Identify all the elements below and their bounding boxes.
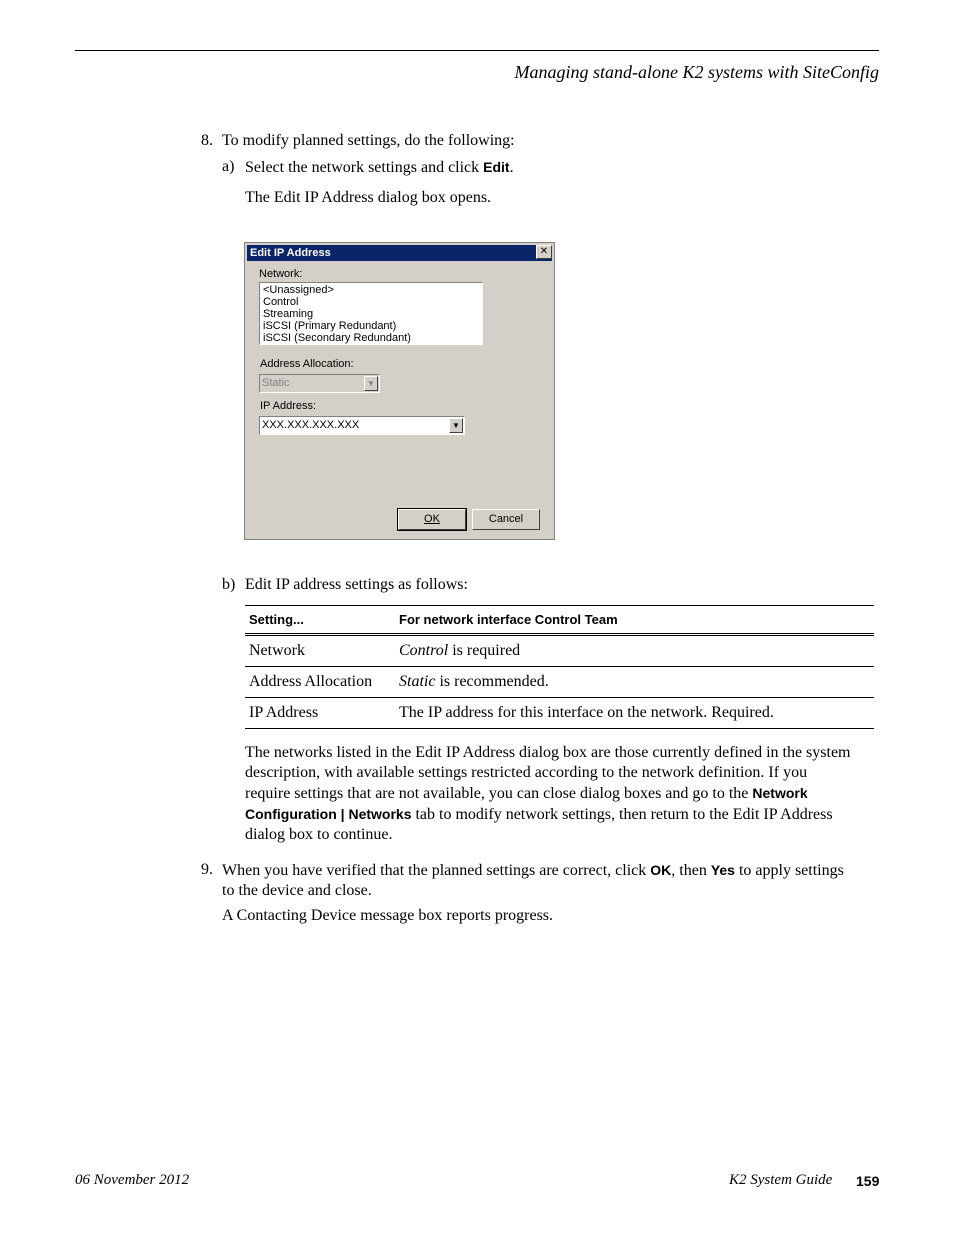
network-listbox[interactable] [259,282,483,345]
value-text: The IP address for this interface on the network. Required. [399,704,774,721]
cancel-button[interactable] [472,509,540,530]
substep-marker: b) [222,576,236,593]
value-emphasis: Static [399,673,436,690]
header-rule [75,50,879,51]
table-cell-value [395,667,874,698]
step9-line: to the device and close. [222,882,372,899]
table-cell-value [395,698,874,729]
step9-text-3: to apply settings [734,862,844,879]
ui-term-network: Network [752,785,808,801]
list-item[interactable]: iSCSI (Primary Redundant) [263,320,397,332]
step-number: 9. [201,861,213,878]
list-item[interactable]: Streaming [263,308,314,320]
value-text: is recommended. [435,673,549,690]
step9-line [222,860,844,881]
ip-address-value: XXX.XXX.XXX.XXX [262,419,360,431]
table-cell-setting: Network [245,635,395,667]
column-header: For network interface Control Team [395,606,874,635]
table-row [245,635,874,667]
substep-b-text: Edit IP address settings as follows: [245,576,468,593]
table-row [245,667,874,698]
substep-a-text-after: . [509,159,514,176]
ok-button[interactable] [398,509,466,530]
list-item[interactable]: <Unassigned> [263,284,334,296]
substep-a-result: The Edit IP Address dialog box opens. [245,189,492,206]
note-text: tab to modify network settings, then return to the Edit IP Address [411,806,833,823]
address-allocation-label: Address Allocation: [260,358,354,370]
table-cell-setting: Address Allocation [245,667,395,698]
step9-text [222,860,844,901]
ui-term-configuration-networks: Configuration | Networks [245,806,412,822]
page-number: 159 [856,1173,880,1189]
column-header: Setting... [245,606,395,635]
running-title: Managing stand-alone K2 systems with SiteConfig [514,62,879,82]
chevron-down-icon[interactable]: ▼ [449,418,463,433]
note-line: description, with available settings restricted according to the network definition. If you [245,764,808,781]
footer-guide-title: K2 System Guide [729,1172,833,1188]
note-text: require settings that are not available, you can close dialog boxes and go to the [245,785,753,802]
step-text: To modify planned settings, do the following: [222,132,515,149]
ip-address-combo[interactable] [259,416,465,435]
step-number: 8. [201,132,213,149]
note-paragraph [245,743,851,845]
step9-result: A Contacting Device message box reports progress. [222,907,554,924]
note-line: dialog box to continue. [245,826,393,843]
ui-term-edit: Edit [483,159,510,175]
substep-a-text-before: Select the network settings and click [245,159,484,176]
footer-date: 06 November 2012 [75,1172,190,1188]
list-item[interactable]: Control [263,296,299,308]
ok-button-label: OK [424,513,440,525]
ui-term-yes: Yes [710,862,735,878]
dialog-title-bar [247,245,552,261]
table-cell-value [395,635,874,667]
chevron-down-icon[interactable]: ▼ [364,376,378,391]
dialog-title: Edit IP Address [250,247,331,259]
value-emphasis: Control [399,642,449,659]
substep-marker: a) [222,158,235,175]
step9-text-1: When you have verified that the planned settings are correct, click [222,862,651,879]
step9-text-2: , then [671,862,711,879]
substep-a-text [245,157,514,178]
cancel-button-label: Cancel [488,513,524,525]
table-cell-setting: IP Address [245,698,395,729]
table-row [245,698,874,729]
note-line [245,804,851,825]
address-allocation-value: Static [262,377,290,389]
ui-term-ok: OK [650,862,672,878]
edit-ip-address-dialog [244,242,555,540]
note-line [245,783,851,804]
value-text: is required [448,642,521,659]
address-allocation-select[interactable] [259,374,380,393]
list-item[interactable]: iSCSI (Secondary Redundant) [263,332,411,344]
network-label: Network: [259,268,303,280]
table-header-row [245,606,874,635]
ip-address-label: IP Address: [260,400,317,412]
settings-table [245,605,874,729]
note-line: The networks listed in the Edit IP Address dialog box are those currently defined in the system [245,744,851,761]
close-icon[interactable]: ✕ [536,245,552,259]
